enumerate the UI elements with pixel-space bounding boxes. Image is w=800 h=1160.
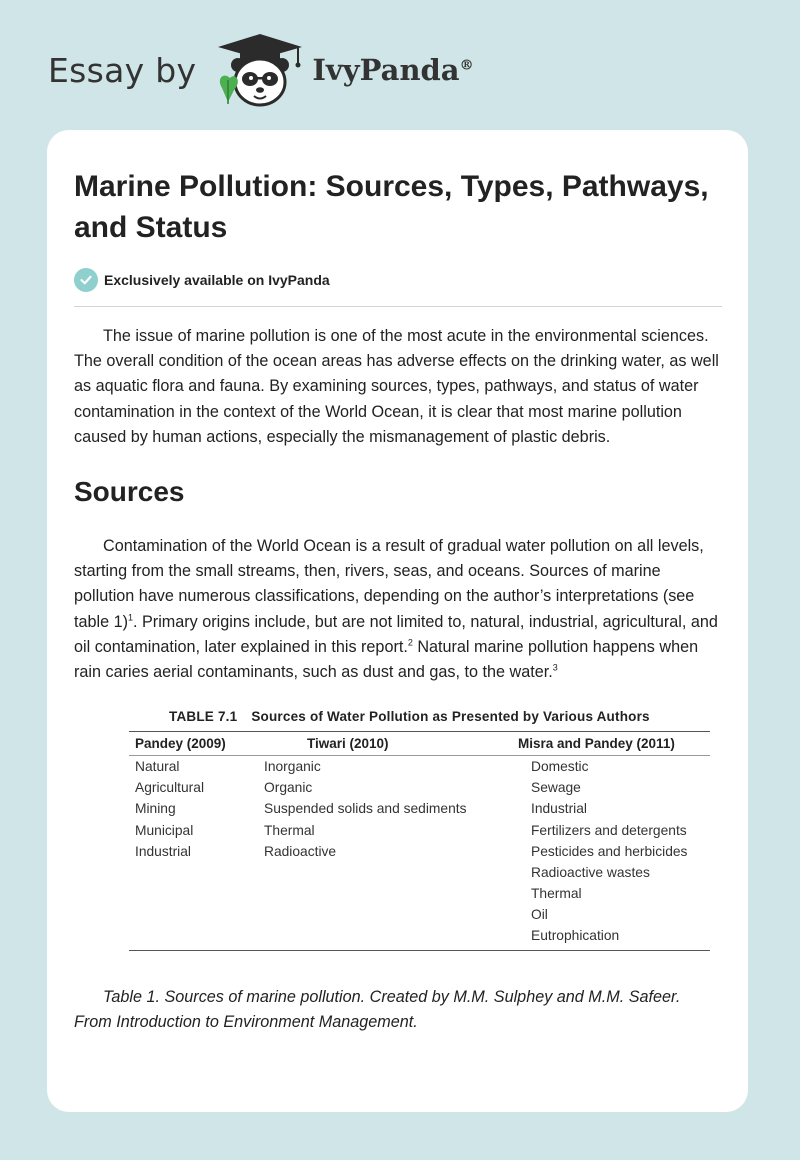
table-cell: Thermal [264,822,315,838]
brand-name: IvyPanda® [312,53,474,87]
table-cell: Oil [531,906,548,922]
table-cell: Fertilizers and detergents [531,822,687,838]
footnote-ref[interactable]: 2 [407,637,413,648]
table-figure [74,709,722,961]
exclusive-badge [74,267,722,293]
footnote-ref[interactable]: 1 [128,612,134,623]
brand-prefix: Essay by [48,50,197,90]
essay-title: Marine Pollution: Sources, Types, Pathways, and Status [74,170,709,244]
table-cell: Pesticides and herbicides [531,843,688,859]
table-cell: Natural [135,759,180,775]
check-icon [74,268,98,292]
table-cell: Industrial [531,801,587,817]
intro-paragraph: The issue of marine pollution is one of the most acute in the environmental sciences. The overall condition of the ocean areas has adverse effects on the drinking water, as well as aquatic flora and fauna. By examining sources, types, pathways, and status of water contamination in the context of the World Ocean, it is clear that most marine pollution caused by human actions, especially the mismanagement of plastic debris. [74,327,719,446]
footnote-ref[interactable]: 3 [552,662,558,673]
section-heading-sources: Sources [74,476,185,508]
panda-logo-icon [212,30,308,110]
table-cell: Mining [135,801,176,817]
table-cell: Suspended solids and sediments [264,801,467,817]
table-caption: Table 1. Sources of marine pollution. Created by M.M. Sulphey and M.M. Safeer. From Introduction to Environment Management. [74,988,681,1032]
column-header: Misra and Pandey (2011) [518,736,675,752]
divider [74,306,722,307]
table-column-tiwari [264,756,467,861]
table-cell: Agricultural [135,780,205,796]
column-header: Pandey (2009) [135,736,226,752]
table-cell: Domestic [531,759,589,775]
table-title: TABLE 7.1 Sources of Water Pollution as Presented by Various Authors [169,709,650,725]
brand-header [48,30,474,110]
table-cell: Thermal [531,885,582,901]
table-cell: Organic [264,780,313,796]
table-cell: Sewage [531,780,581,796]
column-header: Tiwari (2010) [307,736,389,752]
table-cell: Radioactive [264,843,337,859]
table-column-pandey [135,756,204,861]
sources-paragraph: Contamination of the World Ocean is a result of gradual water pollution on all levels, starting from the small streams, then, rivers, seas, and oceans. Sources of marine pollution have numerous classifications, depending on the author’s interpretations (see table 1)$^1$. Primary origins include, but are not limited to, natural, industrial, agricultural, and oil contamination, later explained in this report.$^2$ Natural marine pollution happens when rain caries aerial contaminants, such as dust and gas, to the water.$^3$ [74,537,718,682]
table-cell: Industrial [135,843,191,859]
table-cell: Municipal [135,822,194,838]
table-cell: Eutrophication [531,927,620,943]
table-bottom-rule [129,950,710,951]
table-top-rule [129,731,710,732]
table-column-misra-pandey [531,756,687,946]
exclusive-label: Exclusively available on IvyPanda [104,272,330,288]
essay-card [47,130,748,1112]
table-cell: Inorganic [264,759,321,775]
essay-content [74,166,722,1036]
table-cell: Radioactive wastes [531,864,650,880]
